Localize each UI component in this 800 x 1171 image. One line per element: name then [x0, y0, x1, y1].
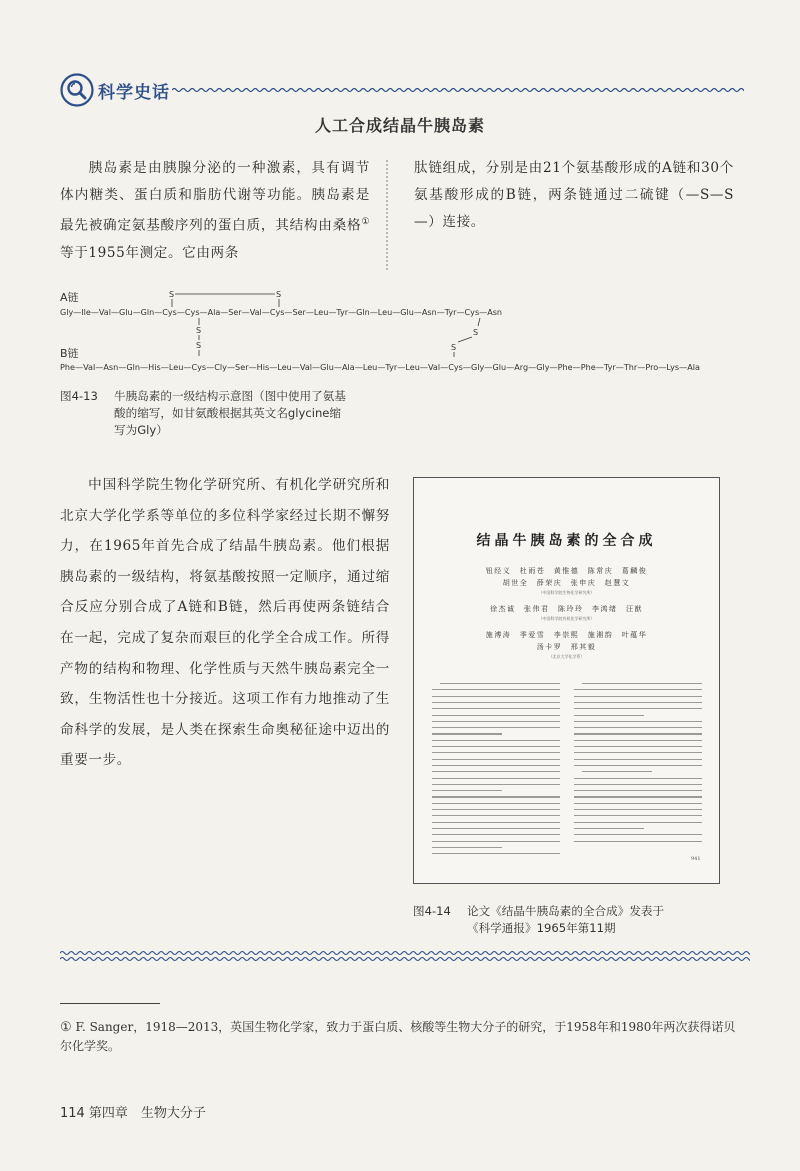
- paper-authors: 钮经义 杜雨苍 黄惟德 陈常庆 葛麟俊: [485, 567, 648, 575]
- paper-authors: 胡世全 薛荣庆 张申庆 赵慧文: [502, 579, 631, 587]
- bottom-wave-divider: [60, 948, 750, 964]
- paper-affiliation: （中国科学院生物化学研究所）: [538, 590, 595, 595]
- chain-a-label: A链: [60, 291, 79, 304]
- sulfur-b19: S: [451, 343, 457, 352]
- chain-b-label: B链: [60, 347, 79, 360]
- column-separator: [386, 160, 388, 270]
- footnote-rule: [60, 1003, 160, 1004]
- chapter-label: 第四章 生物大分子: [88, 1106, 206, 1121]
- chain-a-sequence: Gly—Ile—Val—Glu—Gln—Cys—Cys—Ala—Ser—Val—Cys—Ser—Leu—Tyr—Gln—Leu—Glu—Asn—Tyr—Cys—Asn: [60, 308, 503, 317]
- article-title: 人工合成结晶牛胰岛素: [314, 116, 485, 135]
- sulfur-a6: S: [169, 290, 175, 299]
- page-number: 114: [60, 1106, 85, 1121]
- intro-paragraph-left: 胰岛素是由胰腺分泌的一种激素，具有调节体内糖类、蛋白质和脂肪代谢等功能。胰岛素是最先被确定氨基酸序列的蛋白质，其结构由桑格①等于1955年测定。它由两条: [60, 160, 370, 261]
- header-wave-divider: [172, 83, 744, 97]
- figure-4-13-caption: 图4-13 牛胰岛素的一级结构示意图（图中使用了氨基 酸的缩写，如甘氨酸根据其英文名glycine缩 写为Gly）: [60, 389, 346, 437]
- page-footer: [60, 1102, 206, 1121]
- sulfur-b7: S: [196, 341, 202, 350]
- paper-authors: 汤卡罗 邢其毅: [536, 643, 597, 651]
- chain-b-sequence: Phe—Val—Asn—Gln—His—Leu—Cys—Cly—Ser—His—Leu—Val—Glu—Ala—Leu—Tyr—Leu—Val—Cys—Gly—Glu—Arg—Gly—Phe—Phe—Tyr—Thr—Pro—Lys—Ala: [60, 363, 701, 372]
- paper-affiliation: （北京大学化学系）: [548, 654, 585, 659]
- paper-page-number: 941: [691, 856, 701, 862]
- paper-affiliation: （中国科学院有机化学研究所）: [538, 616, 595, 621]
- paper-facsimile-image: [413, 477, 720, 884]
- paper-title: 结晶牛胰岛素的全合成: [476, 533, 657, 549]
- sulfur-a20: S: [473, 328, 479, 337]
- body-paragraph: 中国科学院生物化学研究所、有机化学研究所和北京大学化学系等单位的多位科学家经过长期不懈努力，在1965年首先合成了结晶牛胰岛素。他们根据胰岛素的一级结构，将氨基酸按照一定顺序，通过缩合反应分别合成了A链和B链，然后再使两条链结合在一起，完成了复杂而艰巨的化学全合成工作。所得产物的结构和物理、化学性质与天然牛胰岛素完全一致，生物活性也十分接近。这项工作有力地推动了生命科学的发展，是人类在探索生命奥秘征途中迈出的重要一步。: [60, 477, 390, 769]
- intro-paragraph-right: 肽链组成，分别是由21个氨基酸形成的A链和30个氨基酸形成的B链，两条链通过二硫键（—S—S—）连接。: [414, 160, 734, 230]
- footnote: ① F. Sanger，1918—2013，英国生物化学家，致力于蛋白质、核酸等生物大分子的研究，于1958年和1980年两次获得诺贝尔化学奖。: [60, 1020, 736, 1053]
- figure-4-14-caption: 图4-14 论文《结晶牛胰岛素的全合成》发表于 《科学通报》1965年第11期: [413, 904, 665, 935]
- paper-authors: 徐杰诚 张伟君 陈玲玲 李鸿绪 汪猷: [490, 605, 643, 613]
- magnifier-icon: [60, 73, 94, 107]
- sulfur-a11: S: [276, 290, 282, 299]
- sulfur-a7: S: [196, 326, 202, 335]
- insulin-structure-diagram: [60, 284, 760, 376]
- paper-authors: 施溥涛 季爱雪 李崇熙 施湘韵 叶蕴华: [485, 631, 648, 639]
- section-title: 科学史话: [98, 83, 170, 103]
